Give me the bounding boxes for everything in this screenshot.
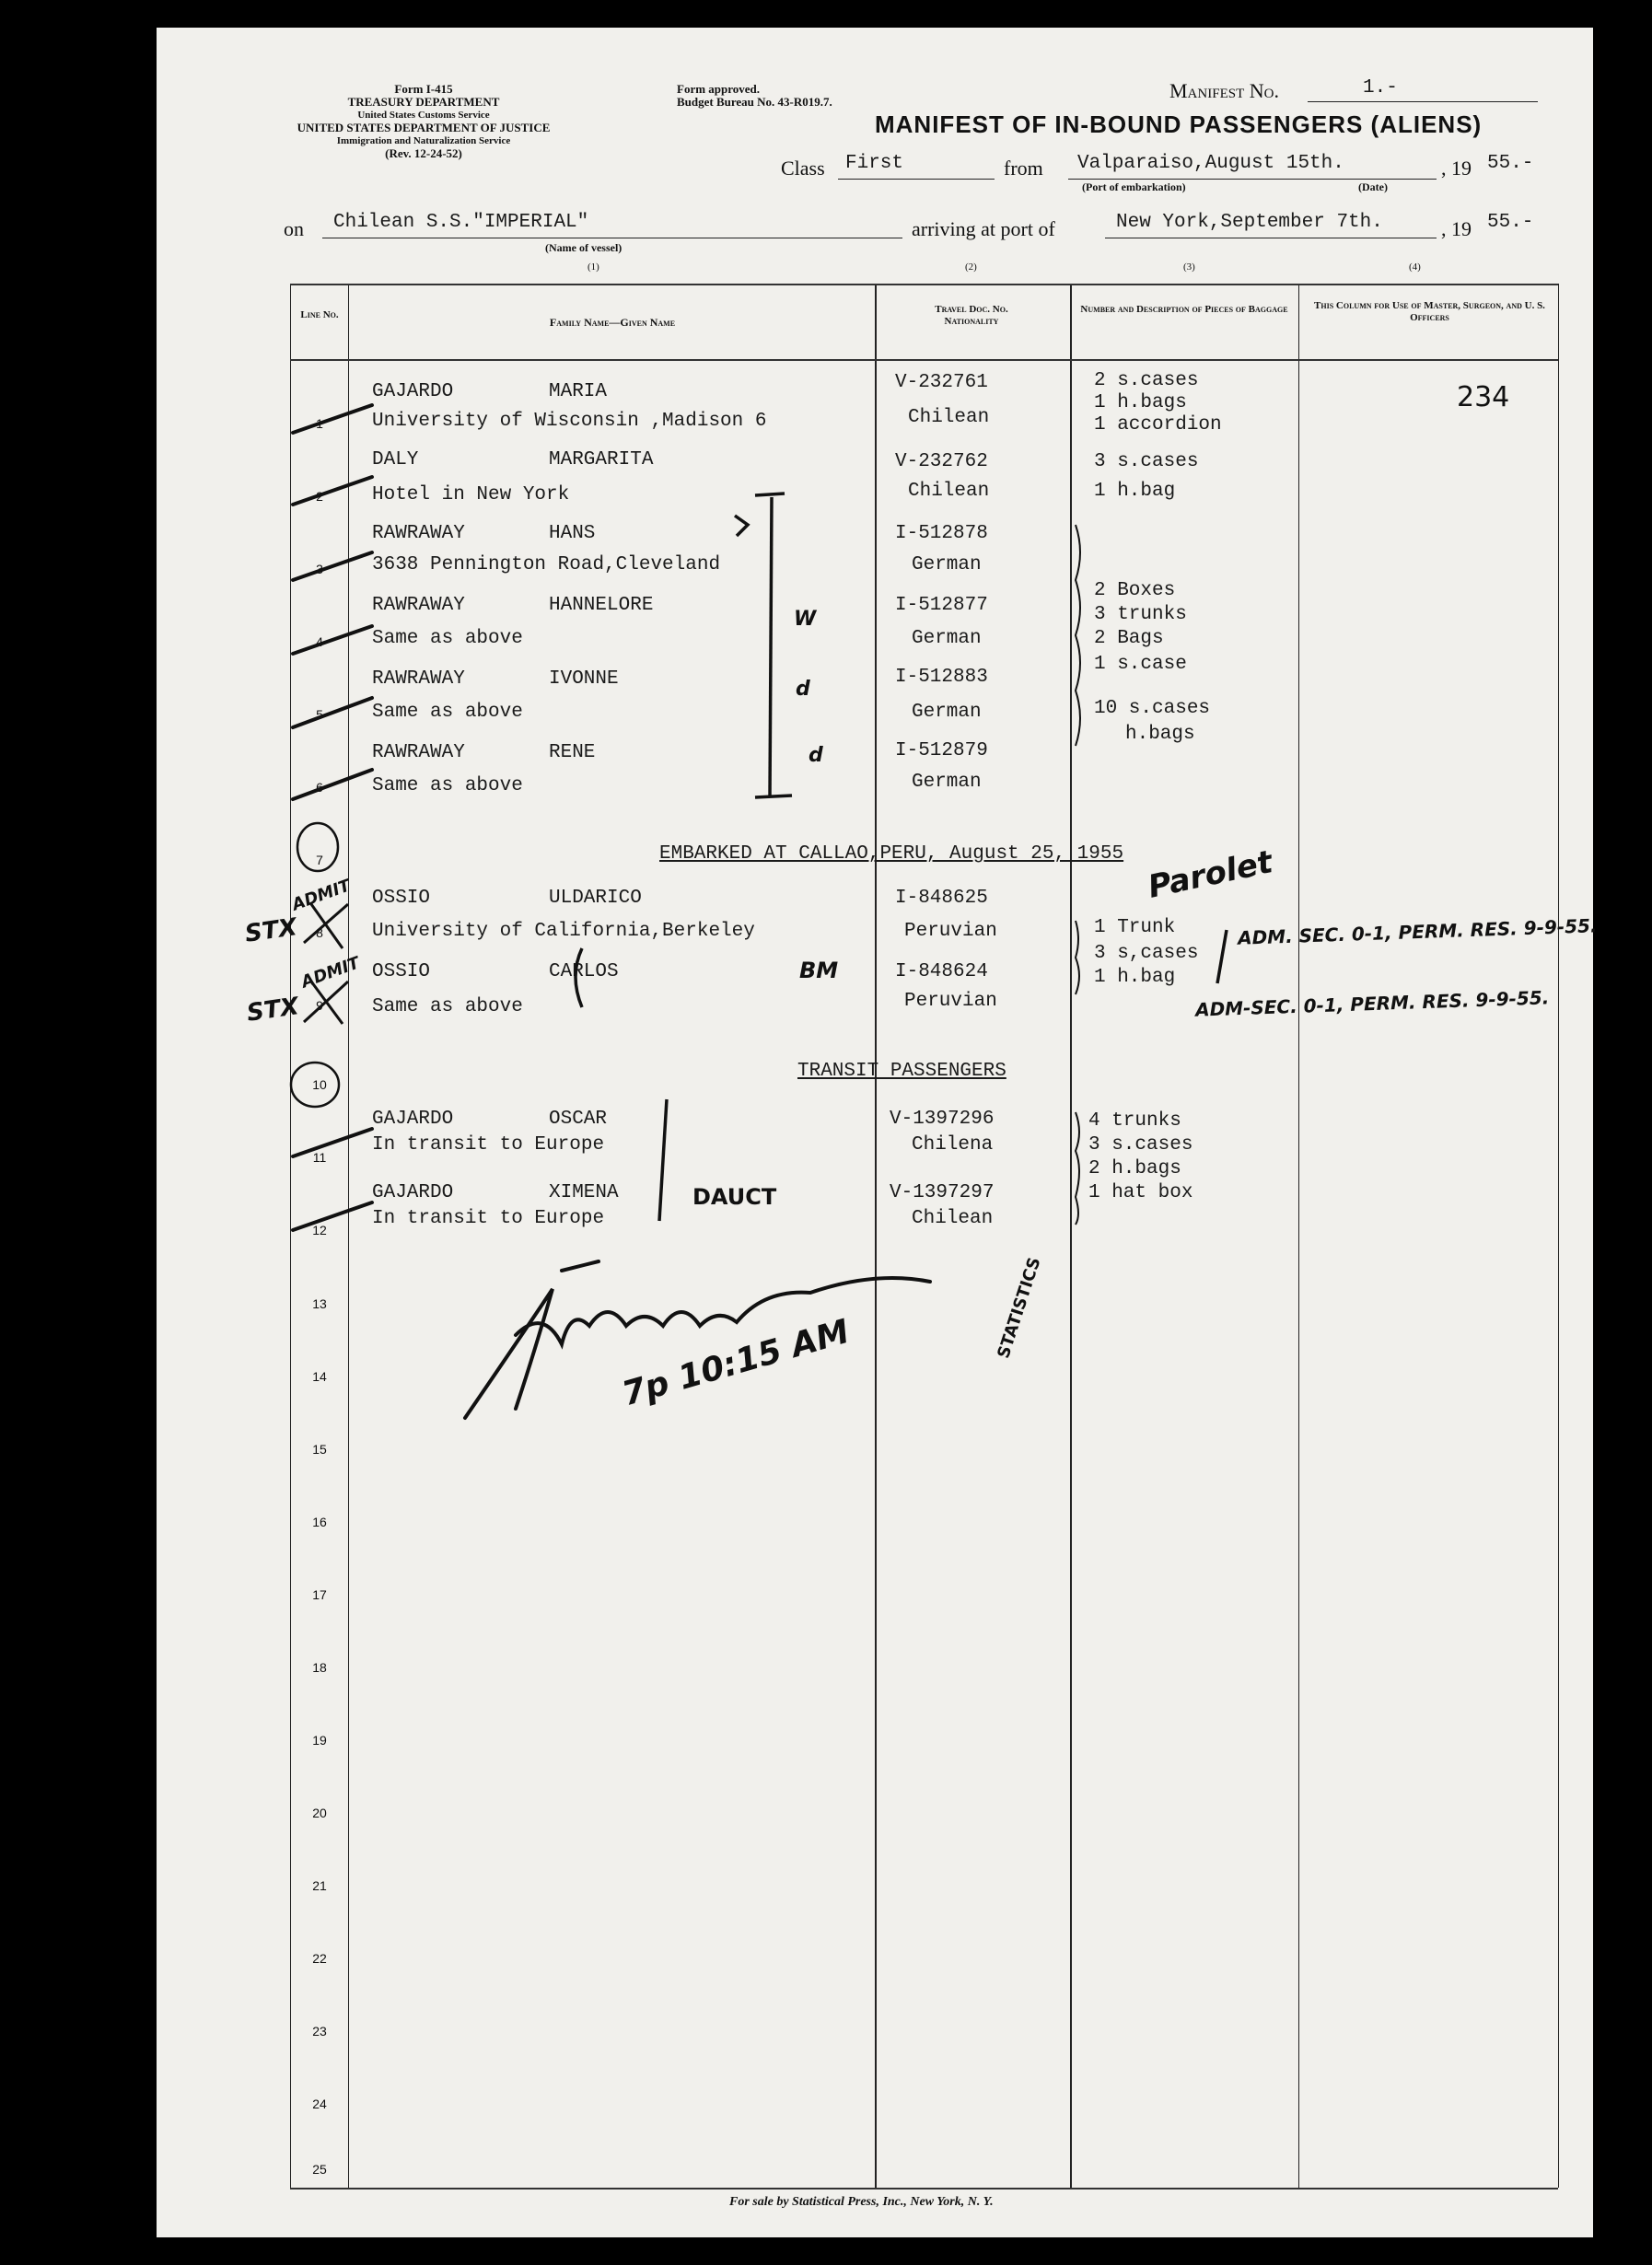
treasury-dept: TREASURY DEPARTMENT <box>347 95 500 109</box>
port-caption: (Port of embarkation) <box>1082 180 1186 193</box>
line-number: 15 <box>312 1442 327 1457</box>
given-name: RENE <box>549 742 596 763</box>
nationality: Chilean <box>908 407 990 428</box>
time-note: 7p 10:15 AM <box>618 1312 854 1414</box>
family-name: RAWRAWAY <box>372 668 465 690</box>
on-label: on <box>284 217 304 240</box>
inspector-signature <box>433 1390 438 1391</box>
manifest-number: 1.- <box>1363 77 1398 99</box>
address: Same as above <box>372 702 523 723</box>
baggage-line: 2 Bags <box>1094 628 1164 649</box>
line-number: 5 <box>316 707 323 722</box>
family-name: OSSIO <box>372 888 431 909</box>
line-number: 10 <box>312 1077 327 1092</box>
stx-mark-2: STX <box>245 993 301 1028</box>
baggage-line: 3 trunks <box>1094 604 1187 625</box>
travel-doc: I-512878 <box>895 523 988 544</box>
given-name: HANS <box>549 523 596 544</box>
ins-service: Immigration and Naturalization Service <box>336 135 511 146</box>
baggage-line: 1 h.bag <box>1094 967 1176 988</box>
given-name: ULDARICO <box>549 888 642 909</box>
column-number-2: (2) <box>965 261 977 273</box>
table-border-right <box>1558 284 1559 2188</box>
manifest-underline <box>1308 101 1538 102</box>
baggage-line: 2 h.bags <box>1088 1158 1181 1179</box>
admission-note-1: ADM. SEC. 0-1, PERM. RES. 9-9-55. <box>1237 914 1598 949</box>
paroled-note: Parolet <box>1145 843 1276 906</box>
statistics-stamp: STATISTICS <box>994 1255 1045 1361</box>
year-prefix-1: , 19 <box>1441 157 1472 180</box>
line-number: 23 <box>312 2024 327 2038</box>
admission-note-2: ADM-SEC. 0-1, PERM. RES. 9-9-55. <box>1194 986 1550 1021</box>
stx-mark-1: STX <box>243 913 299 948</box>
line-number: 6 <box>316 780 323 795</box>
nationality: Peruvian <box>904 921 997 942</box>
line-number: 21 <box>312 1878 327 1893</box>
address: Same as above <box>372 775 523 796</box>
family-name: DALY <box>372 449 419 470</box>
given-name: MARGARITA <box>549 449 654 470</box>
nationality: Chilean <box>908 481 990 502</box>
given-name: XIMENA <box>549 1182 619 1203</box>
baggage-line: 1 h.bag <box>1094 481 1176 502</box>
travel-doc: I-512877 <box>895 595 988 616</box>
line-number: 1 <box>316 416 323 431</box>
nationality: Chilena <box>912 1134 994 1156</box>
class-underline <box>838 179 995 180</box>
customs-service: United States Customs Service <box>357 110 490 121</box>
line-number: 13 <box>312 1296 327 1311</box>
nationality: German <box>912 702 982 723</box>
embarked-heading: EMBARKED AT CALLAO,PERU, August 25, 1955 <box>659 843 1124 865</box>
given-name: IVONNE <box>549 668 619 690</box>
line-number: 25 <box>312 2162 327 2177</box>
nationality: Chilean <box>912 1208 994 1229</box>
year-1: 55.- <box>1487 153 1534 174</box>
year-2: 55.- <box>1487 212 1534 233</box>
line-number: 16 <box>312 1515 327 1529</box>
baggage-line: 2 s.cases <box>1094 370 1199 391</box>
baggage-line: 1 s.case <box>1094 654 1187 675</box>
d-note-2: d <box>809 744 823 767</box>
family-name: RAWRAWAY <box>372 742 465 763</box>
baggage-line: 1 accordion <box>1094 414 1222 436</box>
nationality: German <box>912 772 982 793</box>
embarkation-port: Valparaiso,August 15th. <box>1077 153 1344 174</box>
vessel-caption: (Name of vessel) <box>545 241 622 254</box>
given-name: CARLOS <box>549 961 619 982</box>
column-header-baggage: Number and Description of Pieces of Baggage <box>1080 304 1288 315</box>
family-name: GAJARDO <box>372 1109 454 1130</box>
baggage-line: 1 hat box <box>1088 1182 1193 1203</box>
date-caption: (Date) <box>1358 180 1388 193</box>
arriving-label: arriving at port of <box>912 217 1055 240</box>
line-number: 4 <box>316 634 323 649</box>
baggage-line: 2 Boxes <box>1094 580 1176 601</box>
class-label: Class <box>781 157 825 180</box>
year-prefix-2: , 19 <box>1441 217 1472 240</box>
budget-bureau: Budget Bureau No. 43-R019.7. <box>677 95 832 109</box>
line-number: 19 <box>312 1733 327 1748</box>
approval-block <box>677 83 832 109</box>
column-divider <box>1070 284 1072 2188</box>
baggage-line: 3 s.cases <box>1088 1134 1193 1156</box>
vessel-name: Chilean S.S."IMPERIAL" <box>333 212 589 233</box>
line-number: 22 <box>312 1951 327 1966</box>
nationality: German <box>912 554 982 575</box>
line-number: 9 <box>316 998 323 1013</box>
line-number: 8 <box>316 925 323 940</box>
family-name: RAWRAWAY <box>372 523 465 544</box>
family-name: OSSIO <box>372 961 431 982</box>
address: 3638 Pennington Road,Cleveland <box>372 554 721 575</box>
line-number: 12 <box>312 1223 327 1237</box>
column-divider <box>875 284 877 2188</box>
admit-stamp-2: ADMIT <box>298 953 363 993</box>
baggage-line: h.bags <box>1125 724 1195 745</box>
travel-doc: V-1397296 <box>890 1109 995 1130</box>
column-number-3: (3) <box>1183 261 1195 273</box>
given-name: OSCAR <box>549 1109 608 1130</box>
baggage-line: 10 s.cases <box>1094 698 1211 719</box>
travel-doc: V-1397297 <box>890 1182 995 1203</box>
address: In transit to Europe <box>372 1208 605 1229</box>
form-number: Form I-415 <box>394 82 453 96</box>
column-header-line: Line No. <box>300 309 339 320</box>
column-number-4: (4) <box>1409 261 1421 273</box>
from-underline <box>1068 179 1437 180</box>
travel-doc: I-512883 <box>895 667 988 688</box>
baggage-line: 1 h.bags <box>1094 392 1187 413</box>
family-name: GAJARDO <box>372 1182 454 1203</box>
column-header-travel: Travel Doc. No. Nationality <box>935 304 1008 327</box>
line-number: 18 <box>312 1660 327 1675</box>
table-border-top <box>290 284 1558 285</box>
br-note: BM <box>799 958 839 983</box>
address: Same as above <box>372 628 523 649</box>
travel-doc: V-232761 <box>895 372 988 393</box>
baggage-line: 3 s,cases <box>1094 943 1199 964</box>
nationality: Peruvian <box>904 991 997 1012</box>
transit-heading: TRANSIT PASSENGERS <box>797 1061 1006 1082</box>
admit-stamp-1: ADMIT <box>289 876 354 915</box>
travel-doc: I-512879 <box>895 740 988 761</box>
column-header-officers: This Column for Use of Master, Surgeon, and U. S. Officers <box>1314 300 1545 323</box>
address: Hotel in New York <box>372 484 570 505</box>
line-number: 20 <box>312 1806 327 1820</box>
column-divider <box>1298 284 1299 2188</box>
line-number: 7 <box>316 853 323 867</box>
officer-note: 234 <box>1457 381 1510 413</box>
form-approved: Form approved. <box>677 82 761 96</box>
address: University of Wisconsin ,Madison 6 <box>372 411 767 432</box>
w-note: W <box>794 608 817 631</box>
form-number-block <box>276 83 571 160</box>
line-number: 2 <box>316 489 323 504</box>
class-value: First <box>845 153 904 174</box>
family-name: RAWRAWAY <box>372 595 465 616</box>
address: In transit to Europe <box>372 1134 605 1156</box>
nationality: German <box>912 628 982 649</box>
table-border-bottom <box>290 2188 1558 2190</box>
justice-dept: UNITED STATES DEPARTMENT OF JUSTICE <box>297 121 551 134</box>
column-header-name: Family Name—Given Name <box>549 316 676 329</box>
footer-note: For sale by Statistical Press, Inc., New York, N. Y. <box>729 2195 994 2209</box>
travel-doc: V-232762 <box>895 451 988 472</box>
column-number-1: (1) <box>588 261 599 273</box>
line-number: 24 <box>312 2097 327 2111</box>
dauct-note: DAUCT <box>692 1184 777 1210</box>
baggage-line: 3 s.cases <box>1094 451 1199 472</box>
baggage-line: 4 trunks <box>1088 1110 1181 1132</box>
arrival-port: New York,September 7th. <box>1116 212 1383 233</box>
family-name: GAJARDO <box>372 381 454 402</box>
manifest-title: MANIFEST OF IN-BOUND PASSENGERS (ALIENS) <box>875 110 1483 138</box>
address: Same as above <box>372 996 523 1017</box>
travel-doc: I-848624 <box>895 961 988 982</box>
given-name: HANNELORE <box>549 595 654 616</box>
address: University of California,Berkeley <box>372 921 755 942</box>
header-divider <box>290 359 1558 361</box>
travel-doc: I-848625 <box>895 888 988 909</box>
manifest-label: Manifest No. <box>1169 79 1279 102</box>
table-border-left <box>290 284 291 2188</box>
column-divider <box>348 284 349 2188</box>
from-label: from <box>1004 157 1043 180</box>
line-number: 11 <box>312 1150 327 1165</box>
given-name: MARIA <box>549 381 608 402</box>
baggage-line: 1 Trunk <box>1094 917 1176 938</box>
line-number: 14 <box>312 1369 327 1384</box>
line-number: 3 <box>316 562 323 576</box>
revision: (Rev. 12-24-52) <box>385 146 462 160</box>
line-number: 17 <box>312 1587 327 1602</box>
d-note-1: d <box>796 678 810 701</box>
